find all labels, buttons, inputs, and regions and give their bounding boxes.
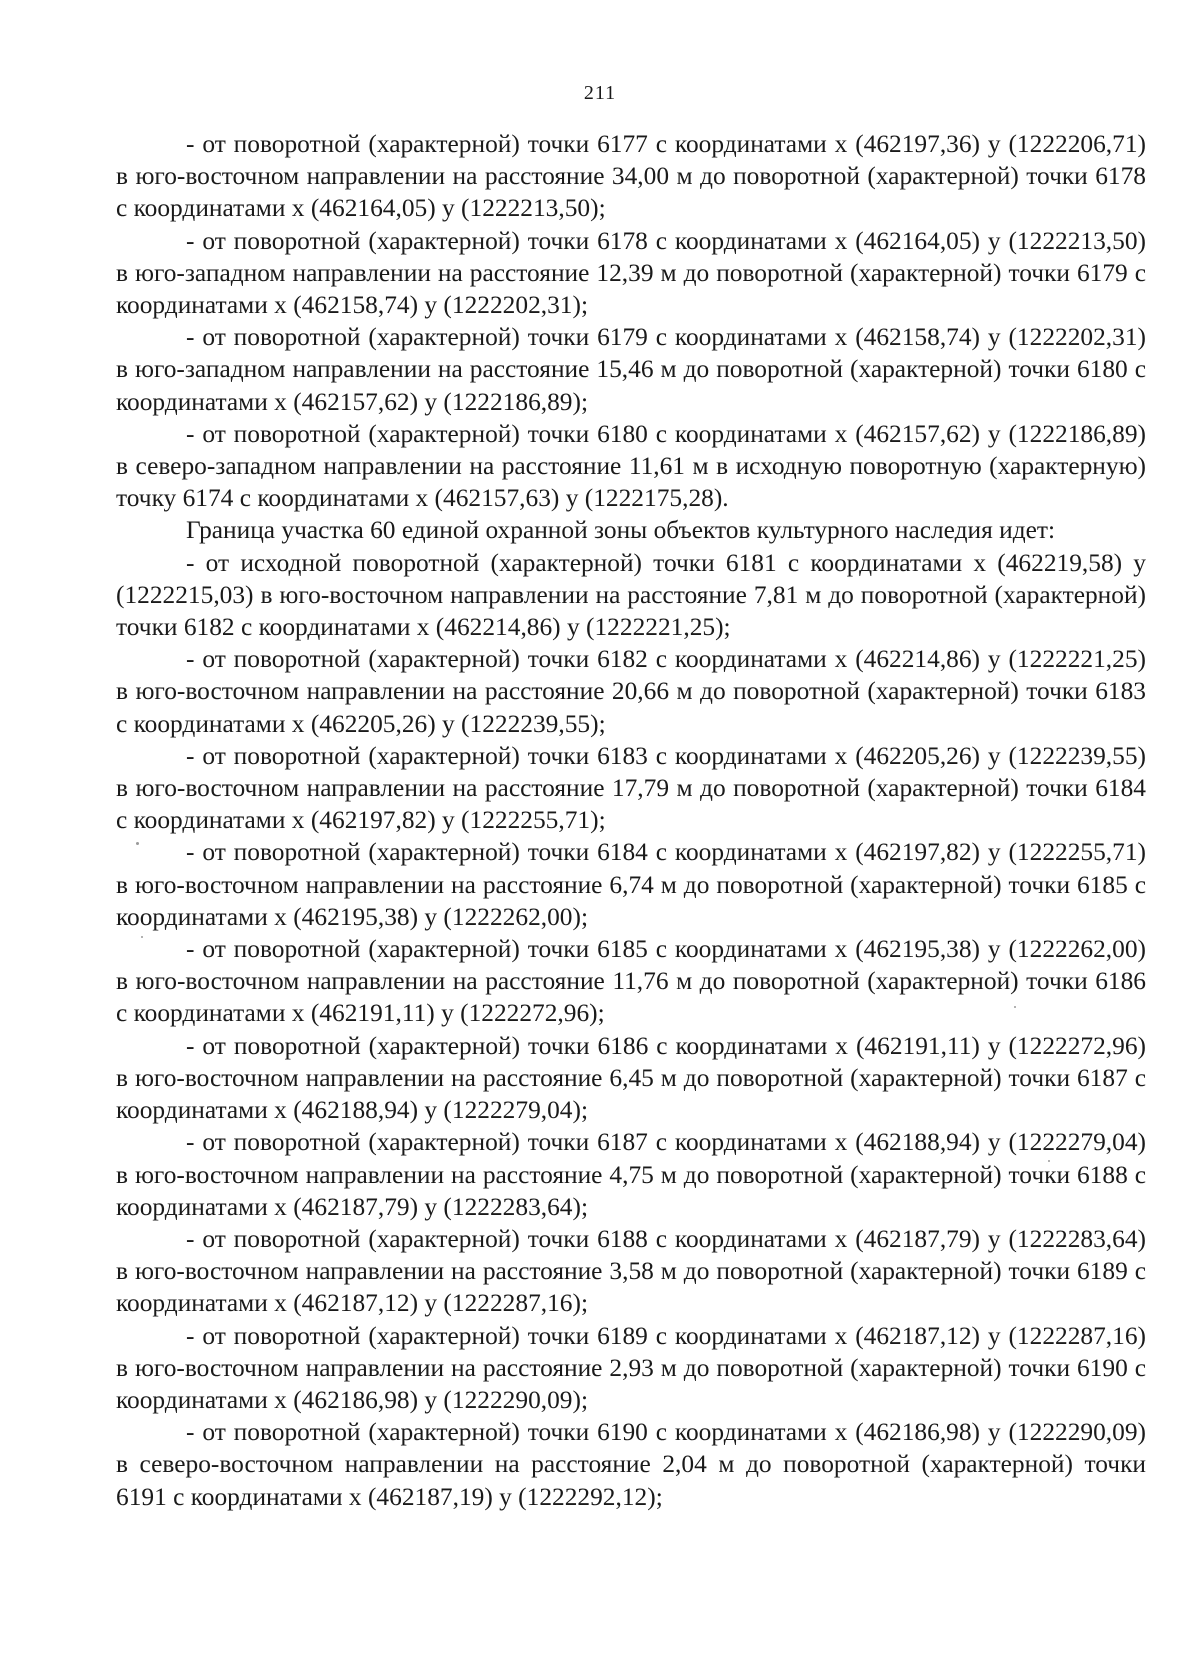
paragraph-segment-6183: - от поворотной (характерной) точки 6183 с координатами х (462205,26) у (1222239,55) в юго-восточном направлении на расстояние 17,79 м до поворотной (характерной) точки 6184 с координатами х (462197,82) у (1222255,71); — [116, 741, 1146, 835]
paragraph-segment-6188: - от поворотной (характерной) точки 6188 с координатами х (462187,79) у (1222283,64) в юго-восточном направлении на расстояние 3,58 м до поворотной (характерной) точки 6189 с координатами х (462187,12) у (1222287,16); — [116, 1224, 1146, 1318]
paragraph-segment-6178: - от поворотной (характерной) точки 6178 с координатами х (462164,05) у (1222213,50) в юго-западном направлении на расстояние 12,39 м до поворотной (характерной) точки 6179 с координатами х (462158,74) у (1222202,31); — [116, 226, 1146, 320]
paragraph-segment-6184: - от поворотной (характерной) точки 6184 с координатами х (462197,82) у (1222255,71) в юго-восточном направлении на расстояние 6,74 м до поворотной (характерной) точки 6185 с координатами х (462195,38) у (1222262,00); — [116, 838, 1146, 931]
paragraph-segment-6181: - от исходной поворотной (характерной) точки 6181 с координатами х (462219,58) у (1222215,03) в юго-восточном направлении на расстояние 7,81 м до поворотной (характерной) точки 6182 с координатами х (462214,86) у (1222221,25); — [116, 548, 1146, 642]
page-number: 211 — [583, 82, 617, 104]
paragraph-segment-6189: - от поворотной (характерной) точки 6189 с координатами х (462187,12) у (1222287,16) в юго-восточном направлении на расстояние 2,93 м до поворотной (характерной) точки 6190 с координатами х (462186,98) у (1222290,09); — [116, 1321, 1146, 1414]
paragraph-zone-heading: Граница участка 60 единой охранной зоны объектов культурного наследия идет: — [186, 516, 1056, 545]
paragraph-segment-6177: - от поворотной (характерной) точки 6177 с координатами х (462197,36) у (1222206,71) в юго-восточном направлении на расстояние 34,00 м до поворотной (характерной) точки 6178 с координатами х (462164,05) у (1222213,50); — [116, 130, 1146, 223]
paragraph-segment-6182: - от поворотной (характерной) точки 6182 с координатами х (462214,86) у (1222221,25) в юго-восточном направлении на расстояние 20,66 м до поворотной (характерной) точки 6183 с координатами х (462205,26) у (1222239,55); — [116, 645, 1146, 738]
paragraph-segment-6187: - от поворотной (характерной) точки 6187 с координатами х (462188,94) у (1222279,04) в юго-восточном направлении на расстояние 4,75 м до поворотной (характерной) точки 6188 с координатами х (462187,79) у (1222283,64); — [116, 1128, 1146, 1221]
paragraph-segment-6180: - от поворотной (характерной) точки 6180 с координатами х (462157,62) у (1222186,89) в северо-западном направлении на расстояние 11,61 м в исходную поворотную (характерную) точку 6174 с координатами х (462157,63) у (1222175,28). — [116, 419, 1146, 513]
paragraph-segment-6190: - от поворотной (характерной) точки 6190 с координатами х (462186,98) у (1222290,09) в северо-восточном направлении на расстояние 2,04 м до поворотной (характерной) точки 6191 с координатами х (462187,19) у (1222292,12); — [116, 1418, 1146, 1511]
paragraph-segment-6186: - от поворотной (характерной) точки 6186 с координатами х (462191,11) у (1222272,96) в юго-восточном направлении на расстояние 6,45 м до поворотной (характерной) точки 6187 с координатами х (462188,94) у (1222279,04); — [116, 1031, 1146, 1125]
paragraph-segment-6179: - от поворотной (характерной) точки 6179 с координатами х (462158,74) у (1222202,31) в юго-западном направлении на расстояние 15,46 м до поворотной (характерной) точки 6180 с координатами х (462157,62) у (1222186,89); — [116, 323, 1146, 416]
paragraph-segment-6185: - от поворотной (характерной) точки 6185 с координатами х (462195,38) у (1222262,00) в юго-восточном направлении на расстояние 11,76 м до поворотной (характерной) точки 6186 с координатами х (462191,11) у (1222272,96); — [116, 935, 1146, 1028]
document-body — [116, 128, 1146, 1513]
